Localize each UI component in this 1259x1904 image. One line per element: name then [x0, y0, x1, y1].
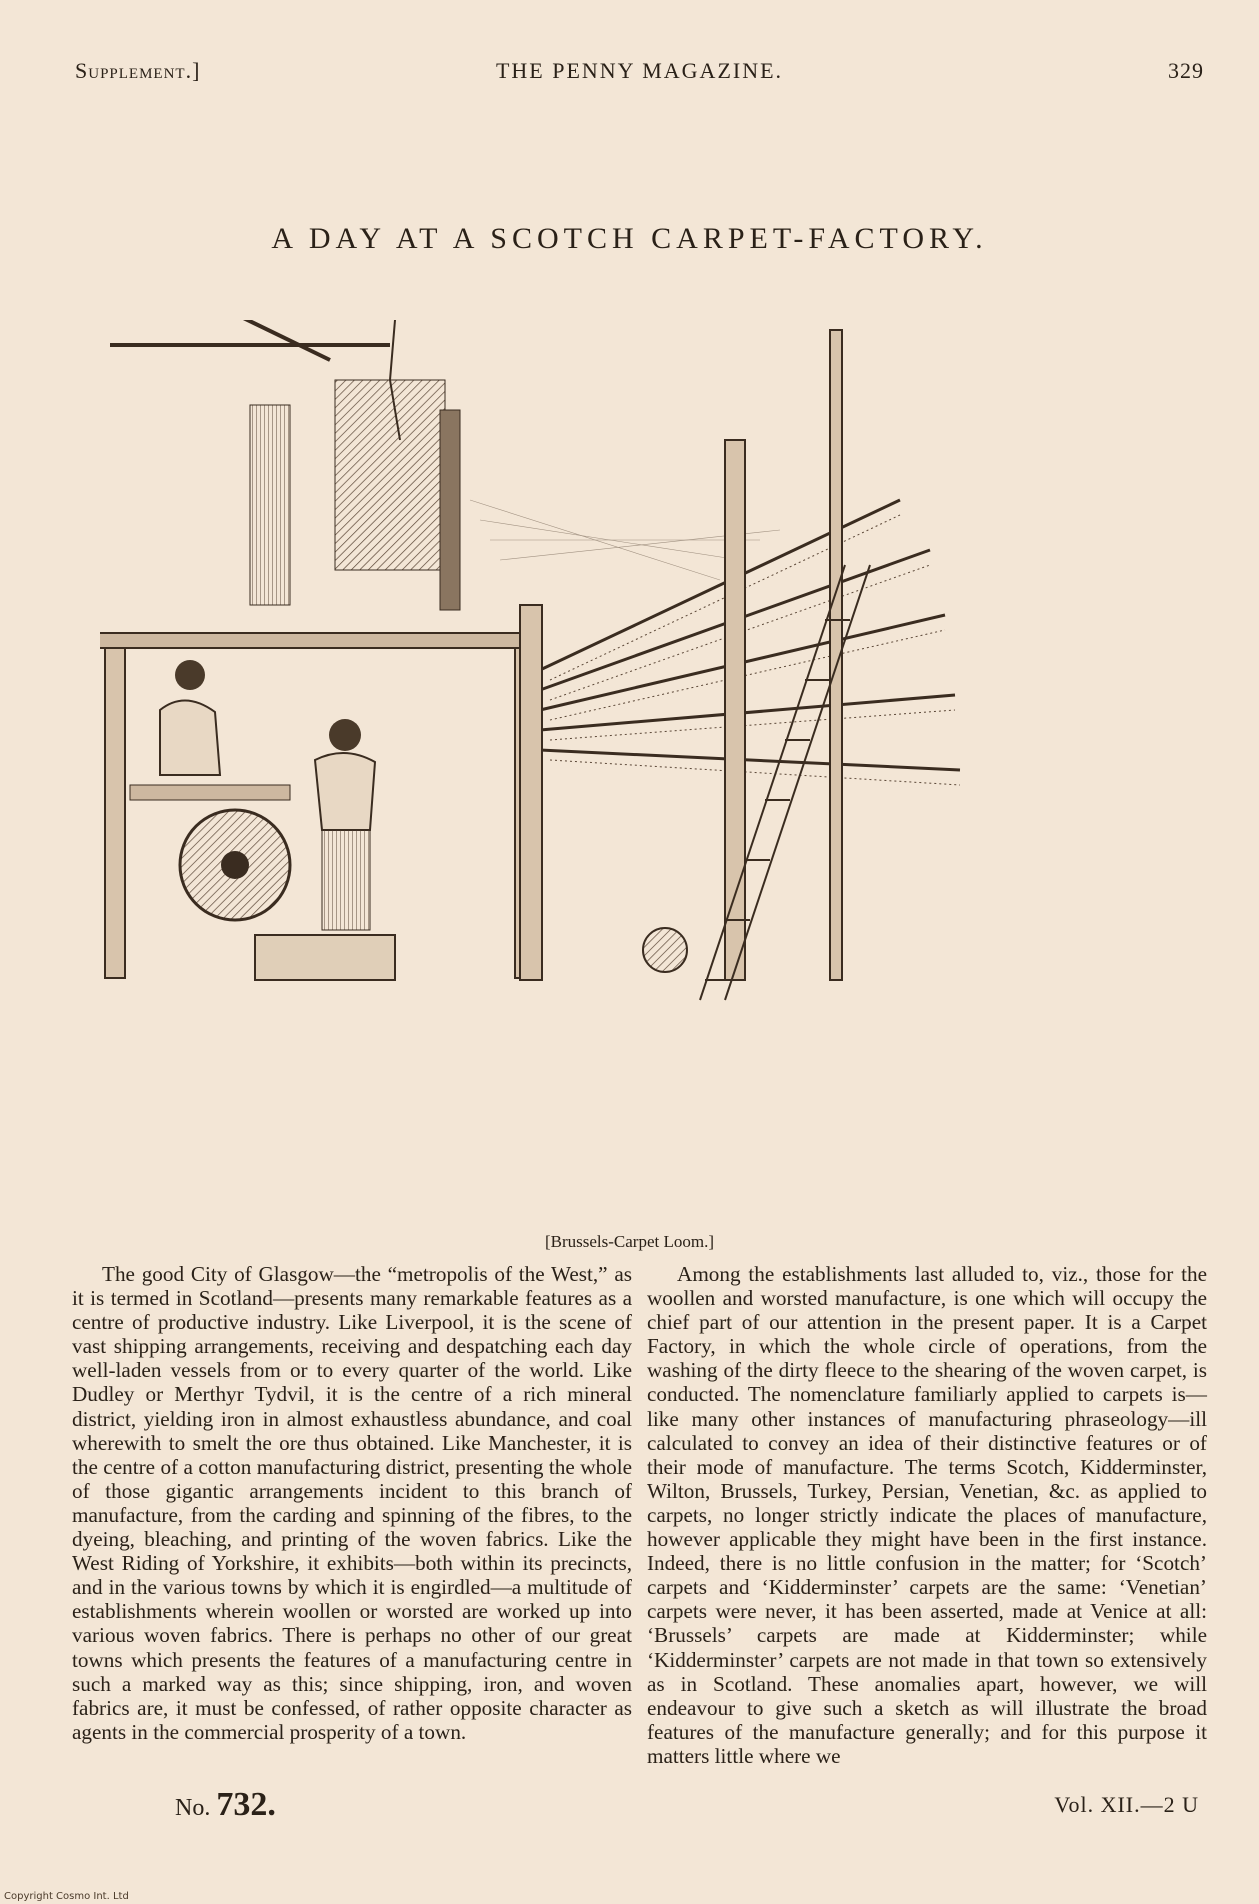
magazine-title: THE PENNY MAGAZINE. [495, 58, 784, 83]
issue-number [175, 1786, 276, 1824]
body-column-left: The good City of Glasgow—the “metropolis of the West,” as it is termed in Scotland—presents many remarkable features as a centre of productive industry. Like Liverpool, it is the scene of vast shipping arrangements, receiving and despatching each day well-laden vessels from or to every quarter of the world. Like Dudley or Merthyr Tydvil, it is the centre of a rich mineral district, yielding iron in almost exhaustless abundance, and coal wherewith to smelt the ore thus obtained. Like Manchester, it is the centre of a cotton manufacturing district, presenting the whole of those gigantic arrangements incident to this branch of manufacture, from the carding and spinning of the fibres, to the dyeing, bleaching, and printing of the woven fabrics. Like the West Riding of Yorkshire, it exhibits—both within its precincts, and in the various towns by which it is engirdled—a multitude of establishments wherein woollen or worsted are worked up into various woven fabrics. There is perhaps no other of our great towns which presents the features of a manufacturing centre in such a marked way as this; since shipping, iron, and woven fabrics are, it must be confessed, of rather opposite character as agents in the commercial prosperity of a town. [72, 1262, 632, 1744]
page-number: 329 [1168, 58, 1204, 83]
running-header [75, 58, 1204, 88]
brussels-carpet-loom-engraving [100, 320, 1180, 1220]
volume-signature: Vol. XII.—2 U [1054, 1792, 1199, 1817]
draw-boy-figure [315, 719, 375, 930]
illustration-caption: [Brussels-Carpet Loom.] [544, 1232, 715, 1251]
issue-no-value: 732. [216, 1786, 276, 1823]
issue-no-label: No. [175, 1795, 211, 1821]
body-column-right: Among the establishments last alluded to, viz., those for the woollen and worsted manufacture, is one which will occupy the chief part of our attention in the present paper. It is a Carpet Factory, in which the whole circle of operations, from the washing of the dirty fleece to the shearing of the woven carpet, is conducted. The nomenclature familiarly applied to carpets is—like many other instances of manufacturing phraseology—ill calculated to convey an idea of their distinctive features or of their mode of manufacture. The terms Scotch, Kidderminster, Wilton, Brussels, Turkey, Persian, Venetian, &c. as applied to carpets, no longer strictly indicate the places of manufacture, however applicable they might have been in the first instance. Indeed, there is no little confusion in the matter; for ‘Scotch’ carpets and ‘Kidderminster’ carpets are the same: ‘Venetian’ carpets were never, it has been asserted, made at Venice at all: ‘Brussels’ carpets are made at Kidderminster; while ‘Kidderminster’ carpets are not made in that town so extensively as in Scotland. These anomalies apart, however, we will endeavour to give such a sketch as will illustrate the broad features of the manufacture generally; and for this purpose it matters little where we [647, 1262, 1207, 1768]
supplement-label: Supplement.] [75, 58, 201, 83]
weaver-figure [160, 660, 220, 775]
copyright-watermark: Copyright Cosmo Int. Ltd [4, 1891, 129, 1902]
article-title: A DAY AT A SCOTCH CARPET-FACTORY. [271, 222, 988, 255]
